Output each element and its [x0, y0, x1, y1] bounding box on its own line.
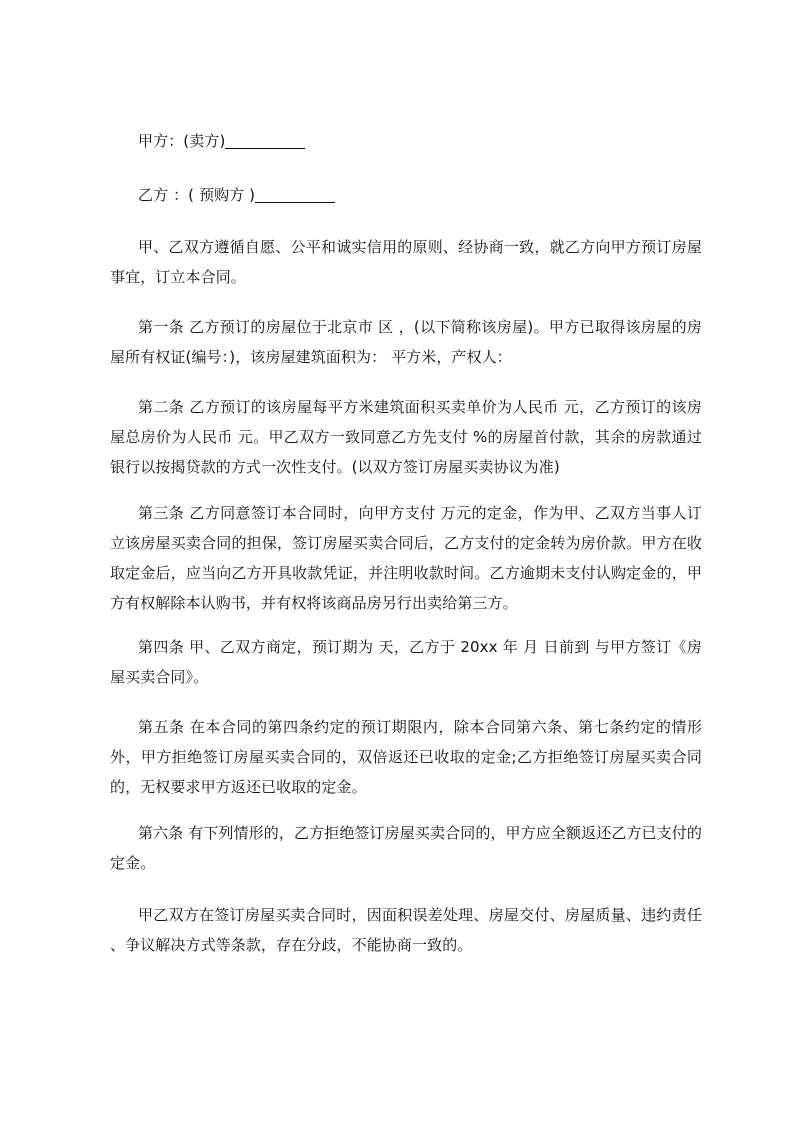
article-2: 第二条 乙方预订的该房屋每平方米建筑面积买卖单价为人民币 元，乙方预订的该房屋总房价为人民币 元。甲乙双方一致同意乙方先支付 %的房屋首付款，其余的房款通过银行以按揭贷款的方式一次性支付。(以双方签订房屋买卖协议为准) [110, 398, 702, 476]
article-6-item: 甲乙双方在签订房屋买卖合同时，因面积误差处理、房屋交付、房屋质量、违约责任 、争议解决方式等条款，存在分歧，不能协商一致的。 [110, 906, 702, 954]
party-b-label: 乙方 ：( 预购方 ) [138, 186, 256, 204]
article-5: 第五条 在本合同的第四条约定的预订期限内，除本合同第六条、第七条约定的情形外，甲方拒绝签订房屋买卖合同的，双倍返还已收取的定金;乙方拒绝签订房屋买卖合同的，无权要求甲方返还已收取的定金。 [110, 718, 702, 796]
article-1: 第一条 乙方预订的房屋位于北京市 区 ，(以下简称该房屋)。甲方已取得该房屋的房屋所有权证(编号：)，该房屋建筑面积为： 平方米，产权人： [110, 318, 702, 366]
article-3: 第三条 乙方同意签订本合同时，向甲方支付 万元的定金，作为甲、乙双方当事人订立该房屋买卖合同的担保，签订房屋买卖合同后，乙方支付的定金转为房价款。甲方在收取定金后，应当向乙方开具收款凭证，并注明收款时间。乙方逾期未支付认购定金的，甲方有权解除本认购书，并有权将该商品房另行出卖给第三方。 [110, 504, 702, 612]
party-a-label: 甲方：(卖方) [138, 132, 226, 150]
intro-paragraph: 甲、乙双方遵循自愿、公平和诚实信用的原则、经协商一致，就乙方向甲方预订房屋事宜，订立本合同。 [110, 238, 702, 286]
party-b-line [110, 180, 702, 210]
party-a-line [110, 126, 702, 156]
article-4: 第四条 甲、乙双方商定，预订期为 天，乙方于 20xx 年 月 日前到 与甲方签订《房屋买卖合同》。 [110, 638, 702, 686]
party-a-blank [225, 132, 305, 149]
article-6: 第六条 有下列情形的，乙方拒绝签订房屋买卖合同的，甲方应全额返还乙方已支付的定金。 [110, 824, 702, 872]
party-b-blank [255, 186, 335, 203]
